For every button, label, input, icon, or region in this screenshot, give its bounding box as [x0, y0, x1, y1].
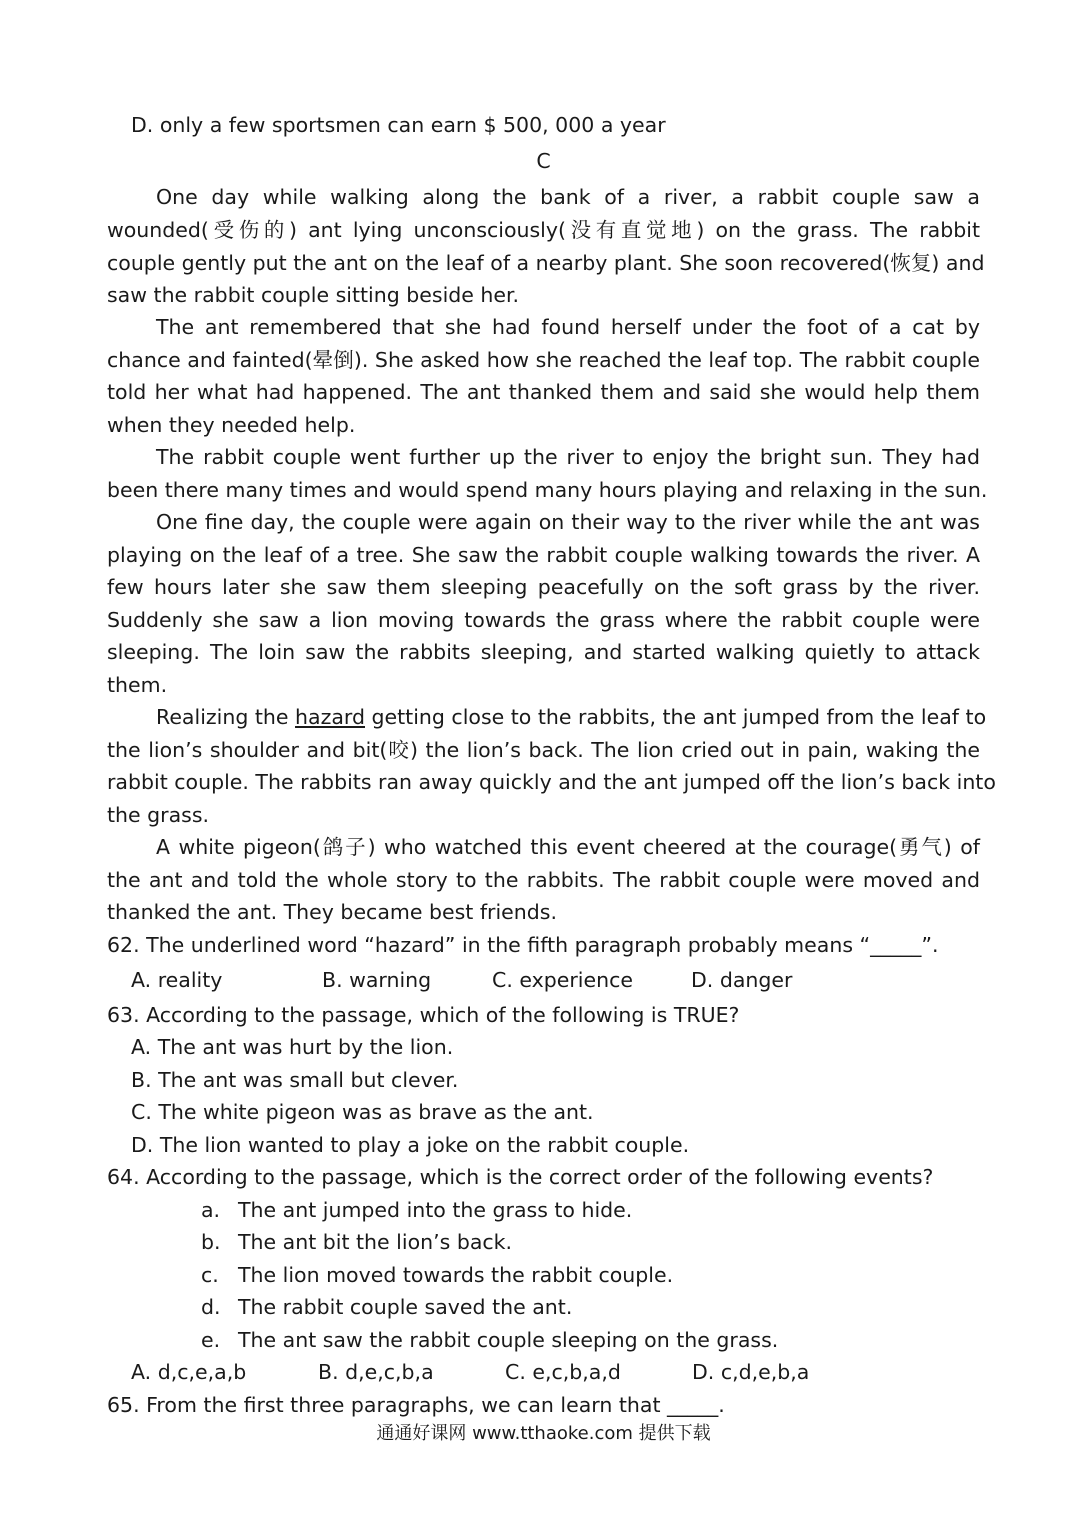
event-letter: b.	[201, 1230, 221, 1254]
paragraph-line: One day while walking along the bank of a river, a rabbit couple saw a	[156, 185, 980, 209]
question-stem: 65. From the first three paragraphs, we can learn that _____.	[107, 1393, 725, 1417]
event-text: The lion moved towards the rabbit couple.	[238, 1263, 674, 1287]
paragraph-line: couple gently put the ant on the leaf of a nearby plant. She soon recovered(恢复) and	[107, 251, 985, 275]
paragraph-line: The rabbit couple went further up the river to enjoy the bright sun. They had	[156, 445, 980, 469]
question-stem: 63. According to the passage, which of the following is TRUE?	[107, 1003, 740, 1027]
paragraph-line: sleeping. The loin saw the rabbits sleeping, and started walking quietly to attack	[107, 640, 980, 664]
question-stem: 64. According to the passage, which is the correct order of the following events?	[107, 1165, 934, 1189]
event-text: The ant jumped into the grass to hide.	[238, 1198, 633, 1222]
option-c: C. The white pigeon was as brave as the ant.	[131, 1100, 594, 1124]
event-letter: c.	[201, 1263, 219, 1287]
option-a: A. d,c,e,a,b	[131, 1360, 247, 1384]
event-letter: e.	[201, 1328, 221, 1352]
option-b: B. d,e,c,b,a	[318, 1360, 434, 1384]
paragraph-line: rabbit couple. The rabbits ran away quickly and the ant jumped off the lion’s back into	[107, 770, 996, 794]
paragraph-line: few hours later she saw them sleeping peacefully on the soft grass by the river.	[107, 575, 980, 599]
page-footer: 通通好课网 www.tthaoke.com 提供下载	[376, 1423, 711, 1444]
paragraph-text: getting close to the rabbits, the ant jumped from the leaf to	[365, 705, 987, 729]
option-a: A. reality	[131, 968, 223, 992]
event-letter: a.	[201, 1198, 221, 1222]
option-c: C. e,c,b,a,d	[505, 1360, 621, 1384]
paragraph-line: when they needed help.	[107, 413, 356, 437]
paragraph-line: A white pigeon(鸽子) who watched this event cheered at the courage(勇气) of	[156, 835, 980, 859]
event-text: The ant saw the rabbit couple sleeping on the grass.	[238, 1328, 779, 1352]
paragraph-line: been there many times and would spend many hours playing and relaxing in the sun.	[107, 478, 988, 502]
section-title: C	[536, 149, 551, 173]
paragraph-line	[156, 701, 987, 733]
paragraph-line: the lion’s shoulder and bit(咬) the lion’s back. The lion cried out in pain, waking the	[107, 738, 980, 762]
underlined-word-hazard: hazard	[295, 705, 365, 729]
option-a: A. The ant was hurt by the lion.	[131, 1035, 454, 1059]
previous-option-d: D. only a few sportsmen can earn $ 500, 000 a year	[131, 113, 666, 137]
event-text: The rabbit couple saved the ant.	[238, 1295, 573, 1319]
question-stem: 62. The underlined word “hazard” in the fifth paragraph probably means “_____”.	[107, 933, 939, 957]
paragraph-line: thanked the ant. They became best friends.	[107, 900, 557, 924]
paragraph-line: Suddenly she saw a lion moving towards the grass where the rabbit couple were	[107, 608, 980, 632]
paragraph-line: the grass.	[107, 803, 210, 827]
paragraph-line: The ant remembered that she had found herself under the foot of a cat by	[156, 315, 980, 339]
paragraph-text: Realizing the	[156, 705, 296, 729]
event-text: The ant bit the lion’s back.	[238, 1230, 513, 1254]
option-c: C. experience	[492, 968, 633, 992]
option-b: B. The ant was small but clever.	[131, 1068, 459, 1092]
paragraph-line: wounded(受伤的) ant lying unconsciously(没有直觉地) on the grass. The rabbit	[107, 218, 980, 242]
event-letter: d.	[201, 1295, 221, 1319]
paragraph-line: them.	[107, 673, 168, 697]
option-d: D. danger	[691, 968, 793, 992]
paragraph-line: saw the rabbit couple sitting beside her.	[107, 283, 520, 307]
paragraph-line: playing on the leaf of a tree. She saw the rabbit couple walking towards the river. A	[107, 543, 980, 567]
paragraph-line: the ant and told the whole story to the rabbits. The rabbit couple were moved and	[107, 868, 980, 892]
paragraph-line: One fine day, the couple were again on their way to the river while the ant was	[156, 510, 980, 534]
paragraph-line: chance and fainted(晕倒). She asked how she reached the leaf top. The rabbit couple	[107, 348, 980, 372]
option-d: D. The lion wanted to play a joke on the rabbit couple.	[131, 1133, 690, 1157]
option-b: B. warning	[322, 968, 432, 992]
paragraph-line: told her what had happened. The ant thanked them and said she would help them	[107, 380, 980, 404]
option-d: D. c,d,e,b,a	[692, 1360, 810, 1384]
